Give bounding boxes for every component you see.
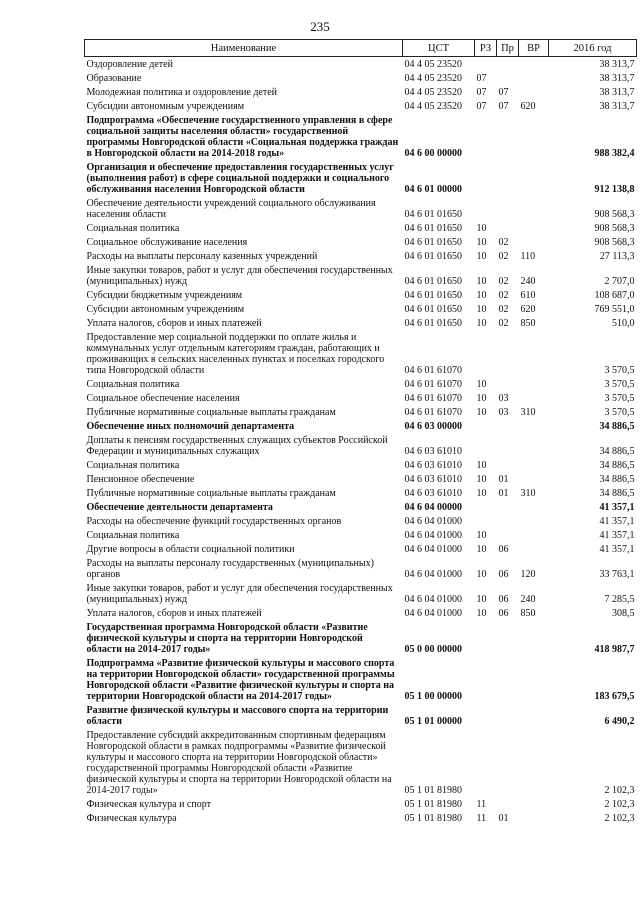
table-row <box>85 542 637 556</box>
cell-vr <box>519 500 549 514</box>
cell-name: Оздоровление детей <box>86 58 173 70</box>
cell-name: Уплата налогов, сборов и иных платежей <box>86 317 262 329</box>
cell-cst: 04 6 04 00000 <box>404 501 462 513</box>
cell-cst: 05 1 01 81980 <box>404 784 462 796</box>
cell-pr: 01 <box>498 473 509 485</box>
cell-rz <box>475 656 497 703</box>
cell-pr <box>497 57 519 72</box>
cell-pr: 06 <box>498 593 509 605</box>
table-row <box>85 302 637 316</box>
cell-rz: 10 <box>476 459 487 471</box>
cell-pr <box>497 797 519 811</box>
cell-cst: 04 6 01 01650 <box>404 303 462 315</box>
cell-amount: 41 357,1 <box>599 515 635 527</box>
table-row <box>85 99 637 113</box>
cell-amount: 2 707,0 <box>604 275 635 287</box>
table-row <box>85 433 637 458</box>
cell-vr <box>519 419 549 433</box>
cell-pr: 07 <box>498 86 509 98</box>
cell-cst: 04 6 01 00000 <box>404 183 462 195</box>
cell-cst: 05 1 01 00000 <box>404 715 462 727</box>
cell-vr <box>519 620 549 656</box>
cell-amount: 2 102,3 <box>604 798 635 810</box>
cell-amount: 34 886,5 <box>599 445 635 457</box>
cell-rz <box>475 514 497 528</box>
cell-pr <box>497 433 519 458</box>
cell-amount: 7 285,5 <box>604 593 635 605</box>
cell-pr <box>497 656 519 703</box>
cell-pr <box>497 703 519 728</box>
cell-cst: 04 6 01 01650 <box>404 317 462 329</box>
table-row <box>85 606 637 620</box>
header-cst: ЦСТ <box>403 40 475 57</box>
cell-cst: 04 6 04 01000 <box>404 529 462 541</box>
cell-cst: 04 6 04 01000 <box>404 543 462 555</box>
cell-pr <box>497 160 519 196</box>
cell-pr: 07 <box>498 100 509 112</box>
cell-vr <box>519 235 549 249</box>
cell-vr <box>519 160 549 196</box>
cell-rz: 10 <box>476 317 487 329</box>
table-row <box>85 472 637 486</box>
cell-pr: 03 <box>498 406 509 418</box>
cell-rz <box>475 500 497 514</box>
cell-amount: 41 357,1 <box>599 529 635 541</box>
cell-rz <box>475 113 497 160</box>
cell-cst: 04 6 01 01650 <box>404 222 462 234</box>
cell-amount: 34 886,5 <box>599 473 635 485</box>
cell-cst: 04 4 05 23520 <box>404 86 462 98</box>
cell-rz <box>475 57 497 72</box>
cell-name: Расходы на выплаты персоналу государственных (муниципальных) органов <box>86 557 374 580</box>
cell-name: Субсидии автономным учреждениям <box>86 303 245 315</box>
cell-vr <box>519 71 549 85</box>
cell-rz: 10 <box>476 222 487 234</box>
cell-cst: 04 6 01 01650 <box>404 208 462 220</box>
header-vr: ВР <box>519 40 549 57</box>
cell-cst: 04 6 03 00000 <box>404 420 462 432</box>
cell-amount: 6 490,2 <box>604 715 635 727</box>
cell-pr: 02 <box>498 236 509 248</box>
table-row <box>85 391 637 405</box>
cell-pr <box>497 500 519 514</box>
cell-rz: 07 <box>476 86 487 98</box>
cell-name: Уплата налогов, сборов и иных платежей <box>86 607 262 619</box>
cell-vr <box>519 330 549 377</box>
cell-vr: 610 <box>520 289 536 301</box>
cell-amount: 34 886,5 <box>599 487 635 499</box>
cell-name: Социальное обеспечение населения <box>86 392 240 404</box>
cell-vr <box>519 377 549 391</box>
cell-amount: 108 687,0 <box>594 289 635 301</box>
cell-pr <box>497 71 519 85</box>
cell-amount: 27 113,3 <box>599 250 635 262</box>
cell-name: Социальное обслуживание населения <box>86 236 248 248</box>
cell-pr: 06 <box>498 568 509 580</box>
table-row <box>85 620 637 656</box>
budget-table <box>84 39 637 825</box>
cell-pr <box>497 196 519 221</box>
cell-vr <box>519 514 549 528</box>
cell-cst: 05 0 00 00000 <box>404 643 462 655</box>
cell-pr: 02 <box>498 303 509 315</box>
cell-pr: 06 <box>498 607 509 619</box>
cell-vr: 240 <box>520 275 536 287</box>
cell-vr <box>519 797 549 811</box>
cell-cst: 04 4 05 23520 <box>404 72 462 84</box>
table-row <box>85 514 637 528</box>
cell-amount: 908 568,3 <box>594 222 635 234</box>
cell-vr <box>519 57 549 72</box>
cell-cst: 05 1 01 81980 <box>404 812 462 824</box>
cell-name: Другие вопросы в области социальной политики <box>86 543 295 555</box>
cell-vr <box>519 458 549 472</box>
cell-cst: 05 1 00 00000 <box>404 690 462 702</box>
cell-pr: 06 <box>498 543 509 555</box>
cell-vr <box>519 656 549 703</box>
table-row <box>85 57 637 72</box>
cell-pr <box>497 528 519 542</box>
cell-pr <box>497 419 519 433</box>
table-row <box>85 85 637 99</box>
cell-name: Социальная политика <box>86 459 180 471</box>
cell-pr <box>497 728 519 797</box>
cell-name: Публичные нормативные социальные выплаты гражданам <box>86 487 336 499</box>
cell-vr: 850 <box>520 317 536 329</box>
cell-vr <box>519 391 549 405</box>
cell-amount: 41 357,1 <box>599 543 635 555</box>
cell-cst: 04 6 01 01650 <box>404 250 462 262</box>
cell-name: Государственная программа Новгородской области «Развитие физической культуры и спорта на территории Новгородской области на 2014-2017 годы» <box>86 621 368 655</box>
cell-name: Социальная политика <box>86 529 180 541</box>
table-row <box>85 581 637 606</box>
table-row <box>85 528 637 542</box>
cell-cst: 04 6 03 61010 <box>404 459 462 471</box>
cell-cst: 04 6 04 01000 <box>404 593 462 605</box>
table-row <box>85 811 637 825</box>
cell-vr: 850 <box>520 607 536 619</box>
cell-amount: 38 313,7 <box>599 58 635 70</box>
cell-vr: 120 <box>520 568 536 580</box>
cell-pr <box>497 113 519 160</box>
cell-cst: 04 6 01 61070 <box>404 378 462 390</box>
cell-rz <box>475 620 497 656</box>
cell-name: Обеспечение иных полномочий департамента <box>86 420 295 432</box>
cell-cst: 04 6 01 61070 <box>404 364 462 376</box>
cell-name: Организация и обеспечение предоставления государственных услуг (выполнения работ) в сфере социальной поддержки и социального обслуживания населения Новгородской области <box>86 161 394 195</box>
cell-pr: 01 <box>498 812 509 824</box>
cell-vr <box>519 433 549 458</box>
cell-vr: 620 <box>520 303 536 315</box>
cell-amount: 3 570,5 <box>604 392 635 404</box>
cell-name: Субсидии автономным учреждениям <box>86 100 245 112</box>
cell-rz <box>475 196 497 221</box>
cell-rz: 10 <box>476 473 487 485</box>
cell-amount: 2 102,3 <box>604 784 635 796</box>
cell-cst: 04 6 04 01000 <box>404 607 462 619</box>
cell-rz: 10 <box>476 392 487 404</box>
table-row <box>85 458 637 472</box>
cell-cst: 04 6 01 61070 <box>404 406 462 418</box>
header-year: 2016 год <box>549 40 637 57</box>
table-body <box>85 57 637 826</box>
cell-pr: 02 <box>498 275 509 287</box>
cell-vr <box>519 113 549 160</box>
cell-amount: 769 551,0 <box>594 303 635 315</box>
header-pr: Пр <box>497 40 519 57</box>
cell-name: Публичные нормативные социальные выплаты гражданам <box>86 406 336 418</box>
cell-amount: 34 886,5 <box>599 459 635 471</box>
cell-rz <box>475 703 497 728</box>
table-row <box>85 113 637 160</box>
cell-name: Образование <box>86 72 142 84</box>
cell-cst: 04 6 00 00000 <box>404 147 462 159</box>
cell-pr: 02 <box>498 317 509 329</box>
cell-name: Иные закупки товаров, работ и услуг для обеспечения государственных (муниципальных) нужд <box>86 582 393 605</box>
cell-vr: 240 <box>520 593 536 605</box>
cell-amount: 912 138,8 <box>594 183 635 195</box>
cell-name: Расходы на выплаты персоналу казенных учреждений <box>86 250 318 262</box>
cell-name: Подпрограмма «Обеспечение государственного управления в сфере социальной защиты населения области» государственной программы Новгородской области «Социальная поддержка граждан в Новгородской области на 2014-2018 годы» <box>86 114 399 159</box>
cell-rz: 10 <box>476 275 487 287</box>
cell-amount: 908 568,3 <box>594 208 635 220</box>
cell-pr <box>497 620 519 656</box>
cell-name: Иные закупки товаров, работ и услуг для обеспечения государственных (муниципальных) нужд <box>86 264 393 287</box>
cell-rz <box>475 419 497 433</box>
cell-amount: 418 987,7 <box>594 643 635 655</box>
cell-pr: 03 <box>498 392 509 404</box>
cell-rz: 10 <box>476 236 487 248</box>
cell-vr <box>519 542 549 556</box>
cell-cst: 04 6 01 01650 <box>404 275 462 287</box>
table-row <box>85 288 637 302</box>
cell-vr: 620 <box>520 100 536 112</box>
cell-amount: 510,0 <box>612 317 635 329</box>
cell-vr <box>519 703 549 728</box>
cell-vr: 110 <box>520 250 536 262</box>
cell-pr: 02 <box>498 250 509 262</box>
table-row <box>85 728 637 797</box>
cell-name: Предоставление мер социальной поддержки по оплате жилья и коммунальных услуг отдельным категориям граждан, работающих и проживающих в сельских населенных пунктах и поселках городского типа Новгородской области <box>86 331 385 376</box>
cell-amount: 34 886,5 <box>599 420 635 432</box>
cell-rz <box>475 433 497 458</box>
table-row <box>85 160 637 196</box>
cell-vr: 310 <box>520 406 536 418</box>
cell-name: Развитие физической культуры и массового спорта на территории области <box>86 704 389 727</box>
cell-name: Обеспечение деятельности департамента <box>86 501 273 513</box>
cell-name: Пенсионное обеспечение <box>86 473 195 485</box>
table-header <box>85 40 637 57</box>
header-row <box>85 40 637 57</box>
cell-name: Расходы на обеспечение функций государственных органов <box>86 515 342 527</box>
cell-rz <box>475 728 497 797</box>
table-row <box>85 249 637 263</box>
cell-rz <box>475 330 497 377</box>
cell-vr <box>519 472 549 486</box>
cell-amount: 308,5 <box>612 607 635 619</box>
cell-vr <box>519 196 549 221</box>
cell-vr <box>519 811 549 825</box>
cell-vr <box>519 221 549 235</box>
cell-vr <box>519 85 549 99</box>
cell-name: Физическая культура <box>86 812 177 824</box>
cell-vr <box>519 528 549 542</box>
table-row <box>85 405 637 419</box>
cell-cst: 04 6 04 01000 <box>404 568 462 580</box>
table-row <box>85 500 637 514</box>
cell-cst: 04 6 01 61070 <box>404 392 462 404</box>
cell-rz: 10 <box>476 543 487 555</box>
cell-name: Социальная политика <box>86 222 180 234</box>
cell-rz: 10 <box>476 378 487 390</box>
cell-name: Молодежная политика и оздоровление детей <box>86 86 278 98</box>
cell-cst: 04 6 03 61010 <box>404 487 462 499</box>
cell-amount: 183 679,5 <box>594 690 635 702</box>
cell-amount: 2 102,3 <box>604 812 635 824</box>
cell-amount: 33 763,1 <box>599 568 635 580</box>
cell-amount: 38 313,7 <box>599 72 635 84</box>
cell-rz: 10 <box>476 303 487 315</box>
cell-name: Физическая культура и спорт <box>86 798 211 810</box>
table-row <box>85 316 637 330</box>
table-row <box>85 71 637 85</box>
cell-vr <box>519 728 549 797</box>
cell-rz: 10 <box>476 593 487 605</box>
cell-amount: 38 313,7 <box>599 100 635 112</box>
cell-rz: 10 <box>476 289 487 301</box>
cell-cst: 04 6 03 61010 <box>404 445 462 457</box>
table-row <box>85 556 637 581</box>
cell-pr <box>497 514 519 528</box>
cell-name: Доплаты к пенсиям государственных служащих субъектов Российской Федерации и муниципальных служащих <box>86 434 388 457</box>
table-row <box>85 486 637 500</box>
table-row <box>85 221 637 235</box>
cell-name: Обеспечение деятельности учреждений социального обслуживания населения области <box>86 197 376 220</box>
table-row <box>85 235 637 249</box>
cell-amount: 908 568,3 <box>594 236 635 248</box>
cell-vr: 310 <box>520 487 536 499</box>
cell-rz: 10 <box>476 250 487 262</box>
table-row <box>85 656 637 703</box>
cell-name: Субсидии бюджетным учреждениям <box>86 289 243 301</box>
cell-amount: 3 570,5 <box>604 378 635 390</box>
cell-rz: 10 <box>476 406 487 418</box>
cell-pr: 01 <box>498 487 509 499</box>
table-row <box>85 703 637 728</box>
table-row <box>85 377 637 391</box>
cell-rz: 07 <box>476 100 487 112</box>
cell-rz: 10 <box>476 568 487 580</box>
cell-rz <box>475 160 497 196</box>
cell-cst: 04 4 05 23520 <box>404 100 462 112</box>
cell-cst: 04 4 05 23520 <box>404 58 462 70</box>
cell-name: Социальная политика <box>86 378 180 390</box>
cell-pr <box>497 458 519 472</box>
cell-amount: 38 313,7 <box>599 86 635 98</box>
cell-cst: 05 1 01 81980 <box>404 798 462 810</box>
cell-cst: 04 6 01 01650 <box>404 236 462 248</box>
cell-amount: 3 570,5 <box>604 406 635 418</box>
cell-amount: 41 357,1 <box>599 501 635 513</box>
cell-pr <box>497 377 519 391</box>
cell-cst: 04 6 04 01000 <box>404 515 462 527</box>
page-number: 235 <box>310 19 330 34</box>
cell-rz: 10 <box>476 487 487 499</box>
cell-pr: 02 <box>498 289 509 301</box>
cell-rz: 11 <box>476 798 487 810</box>
cell-pr <box>497 330 519 377</box>
cell-name: Предоставление субсидий аккредитованным спортивным федерациям Новгородской области в рамках подпрограммы «Развитие физической культуры и массового спорта на территории Новгородской области» государственной программы Новгородской области «Развитие физической культуры и спорта на территории Новгородской области на 2014-2017 годы» <box>86 729 392 796</box>
cell-name: Подпрограмма «Развитие физической культуры и массового спорта на территории Новгородской области» государственной программы Новгородской области «Развитие физической культуры и спорта на территории Новгородской области на 2014-2017 годы» <box>86 657 395 702</box>
table-row <box>85 797 637 811</box>
header-name: Наименование <box>85 40 403 57</box>
cell-rz: 10 <box>476 529 487 541</box>
table-row <box>85 196 637 221</box>
cell-pr <box>497 221 519 235</box>
cell-rz: 11 <box>476 812 487 824</box>
cell-cst: 04 6 03 61010 <box>404 473 462 485</box>
cell-cst: 04 6 01 01650 <box>404 289 462 301</box>
cell-amount: 988 382,4 <box>594 147 635 159</box>
header-rz: РЗ <box>475 40 497 57</box>
table-row <box>85 419 637 433</box>
cell-rz: 10 <box>476 607 487 619</box>
table-row <box>85 263 637 288</box>
table-row <box>85 330 637 377</box>
cell-rz: 07 <box>476 72 487 84</box>
cell-amount: 3 570,5 <box>604 364 635 376</box>
